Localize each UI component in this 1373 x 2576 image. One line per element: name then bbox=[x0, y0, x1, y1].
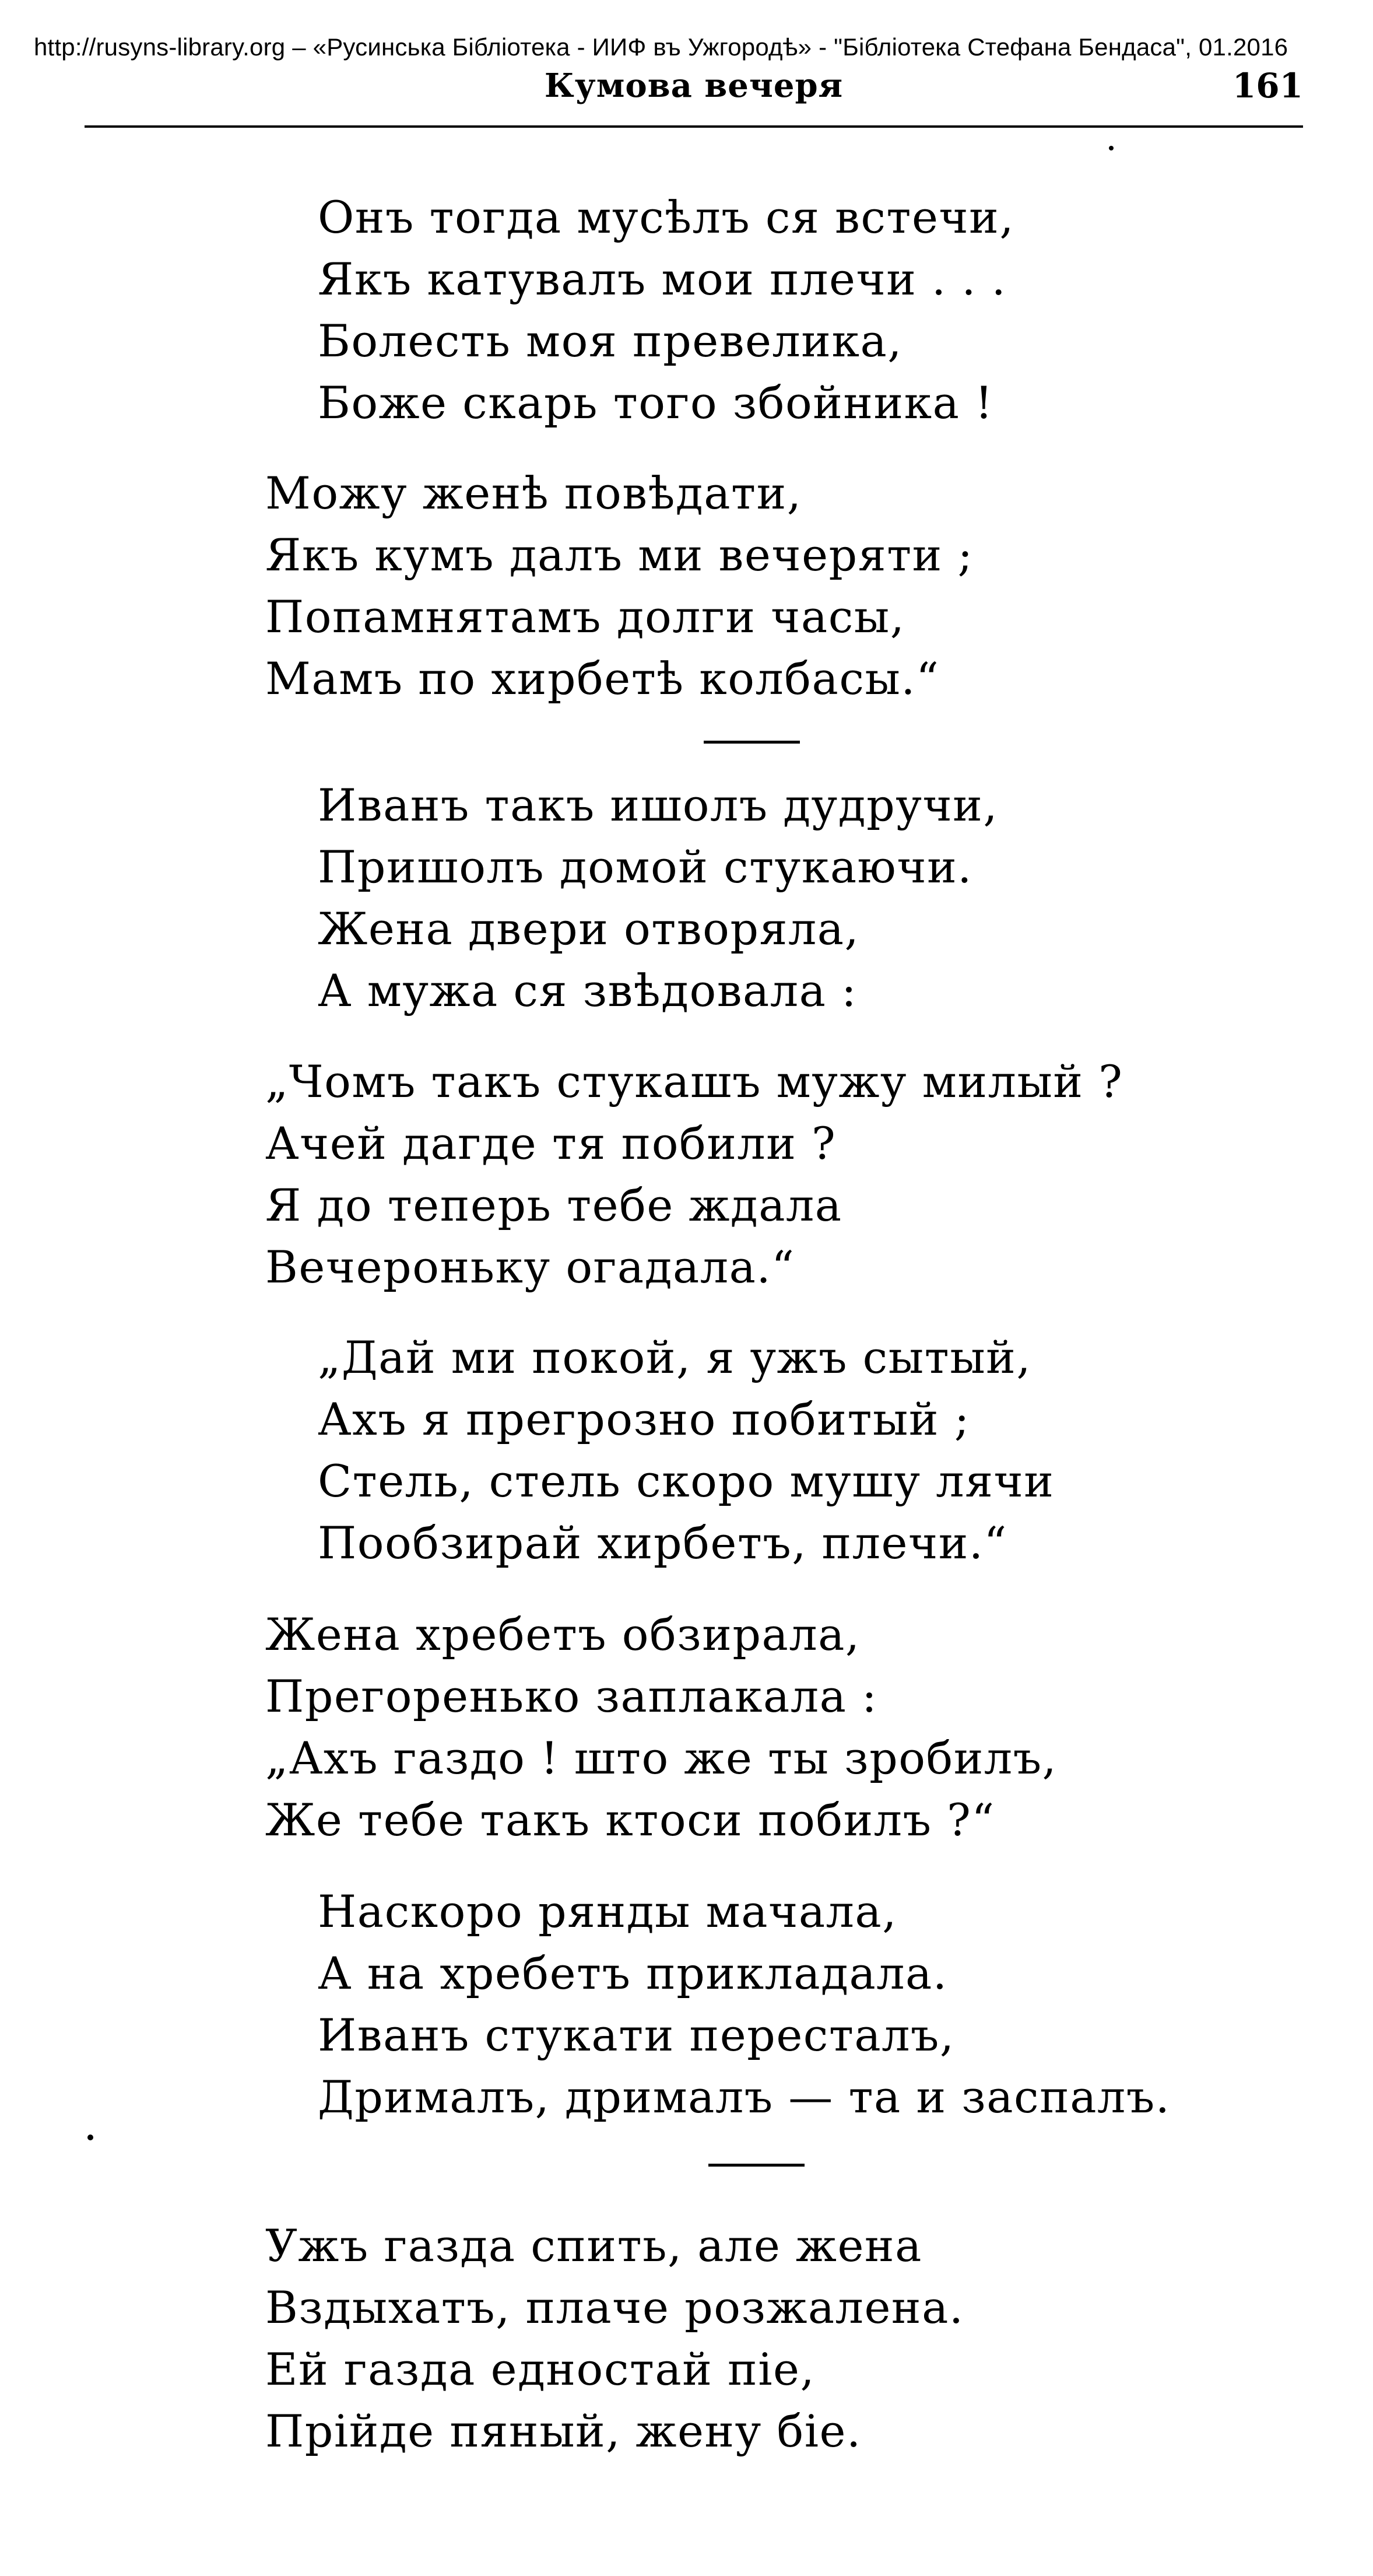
verse-line: Ачей дагде тя побили ? bbox=[265, 1117, 837, 1169]
verse-line: Иванъ такъ ишолъ дудручи, bbox=[318, 779, 998, 831]
verse-line: А на хребетъ прикладала. bbox=[318, 1947, 948, 1999]
verse-line: Мамъ по хирбетѣ колбасы.“ bbox=[265, 653, 940, 705]
header-rule bbox=[85, 125, 1303, 128]
verse-line: Пришолъ домой стукаючи. bbox=[318, 841, 972, 893]
stanza bbox=[318, 187, 1014, 434]
verse-line: „Ахъ газдо ! што же ты зробилъ, bbox=[265, 1732, 1058, 1784]
verse-line: Же тебе такъ ктоси побилъ ?“ bbox=[265, 1794, 995, 1846]
section-divider bbox=[708, 2164, 805, 2167]
verse-line: „Чомъ такъ стукашъ мужу милый ? bbox=[265, 1056, 1123, 1107]
verse-line: Якъ кумъ далъ ми вечеряти ; bbox=[265, 529, 974, 581]
verse-line: Я до теперь тебе ждала bbox=[265, 1179, 842, 1231]
verse-line: Жена двери отворяла, bbox=[318, 903, 860, 955]
scan-speck bbox=[87, 2135, 93, 2140]
verse-line: Можу женѣ повѣдати, bbox=[265, 467, 802, 519]
verse-line: Болесть моя превелика, bbox=[318, 315, 903, 367]
verse-line: Ахъ я прегрозно побитый ; bbox=[318, 1393, 970, 1445]
verse-line: Иванъ стукати пересталъ, bbox=[318, 2009, 955, 2061]
verse-line: Наскоро рянды мачала, bbox=[318, 1885, 897, 1937]
verse-line: Ужъ газда спить, але жена bbox=[265, 2220, 922, 2272]
verse-line: Жена хребетъ обзирала, bbox=[265, 1608, 861, 1660]
verse-line: Вздыхатъ, плаче розжалена. bbox=[265, 2281, 964, 2333]
verse-line: Прегоренько заплакала : bbox=[265, 1670, 878, 1722]
verse-line: Прійде пяный, жену біе. bbox=[265, 2405, 862, 2457]
scan-speck bbox=[1109, 146, 1114, 150]
section-divider bbox=[704, 741, 800, 744]
page-number: 161 bbox=[1232, 66, 1303, 106]
verse-line: Онъ тогда мусѣлъ ся встечи, bbox=[318, 191, 1014, 243]
verse-line: Боже скарь того збойника ! bbox=[318, 377, 994, 429]
stanza bbox=[265, 1051, 1123, 1298]
verse-line: А мужа ся звѣдовала : bbox=[318, 965, 858, 1017]
verse-line: Пообзирай хирбетъ, плечи.“ bbox=[318, 1517, 1007, 1569]
source-attribution: http://rusyns-library.org – «Русинська Бібліотека - ИИФ въ Ужгородѣ» - "Бібліотека Стефана Бендаса", 01.2016 bbox=[34, 33, 1288, 61]
verse-line: Вечероньку огадала.“ bbox=[265, 1241, 795, 1293]
stanza bbox=[265, 462, 974, 710]
verse-line: Попамнятамъ долги часы, bbox=[265, 591, 905, 643]
stanza bbox=[265, 1604, 1057, 1851]
verse-line: Дрималъ, дрималъ — та и заспалъ. bbox=[318, 2071, 1171, 2123]
page-title: Кумова вечеря bbox=[544, 66, 844, 105]
verse-line: Якъ катувалъ мои плечи . . . bbox=[318, 253, 1007, 305]
verse-line: Ей газда едностай піе, bbox=[265, 2343, 816, 2395]
stanza bbox=[318, 1881, 1170, 2128]
running-head bbox=[85, 63, 1303, 110]
stanza bbox=[318, 1327, 1054, 1574]
verse-line: Стель, стель скоро мушу лячи bbox=[318, 1455, 1055, 1507]
stanza bbox=[265, 2215, 964, 2462]
stanza bbox=[318, 774, 998, 1022]
verse-line: „Дай ми покой, я ужъ сытый, bbox=[318, 1331, 1031, 1383]
